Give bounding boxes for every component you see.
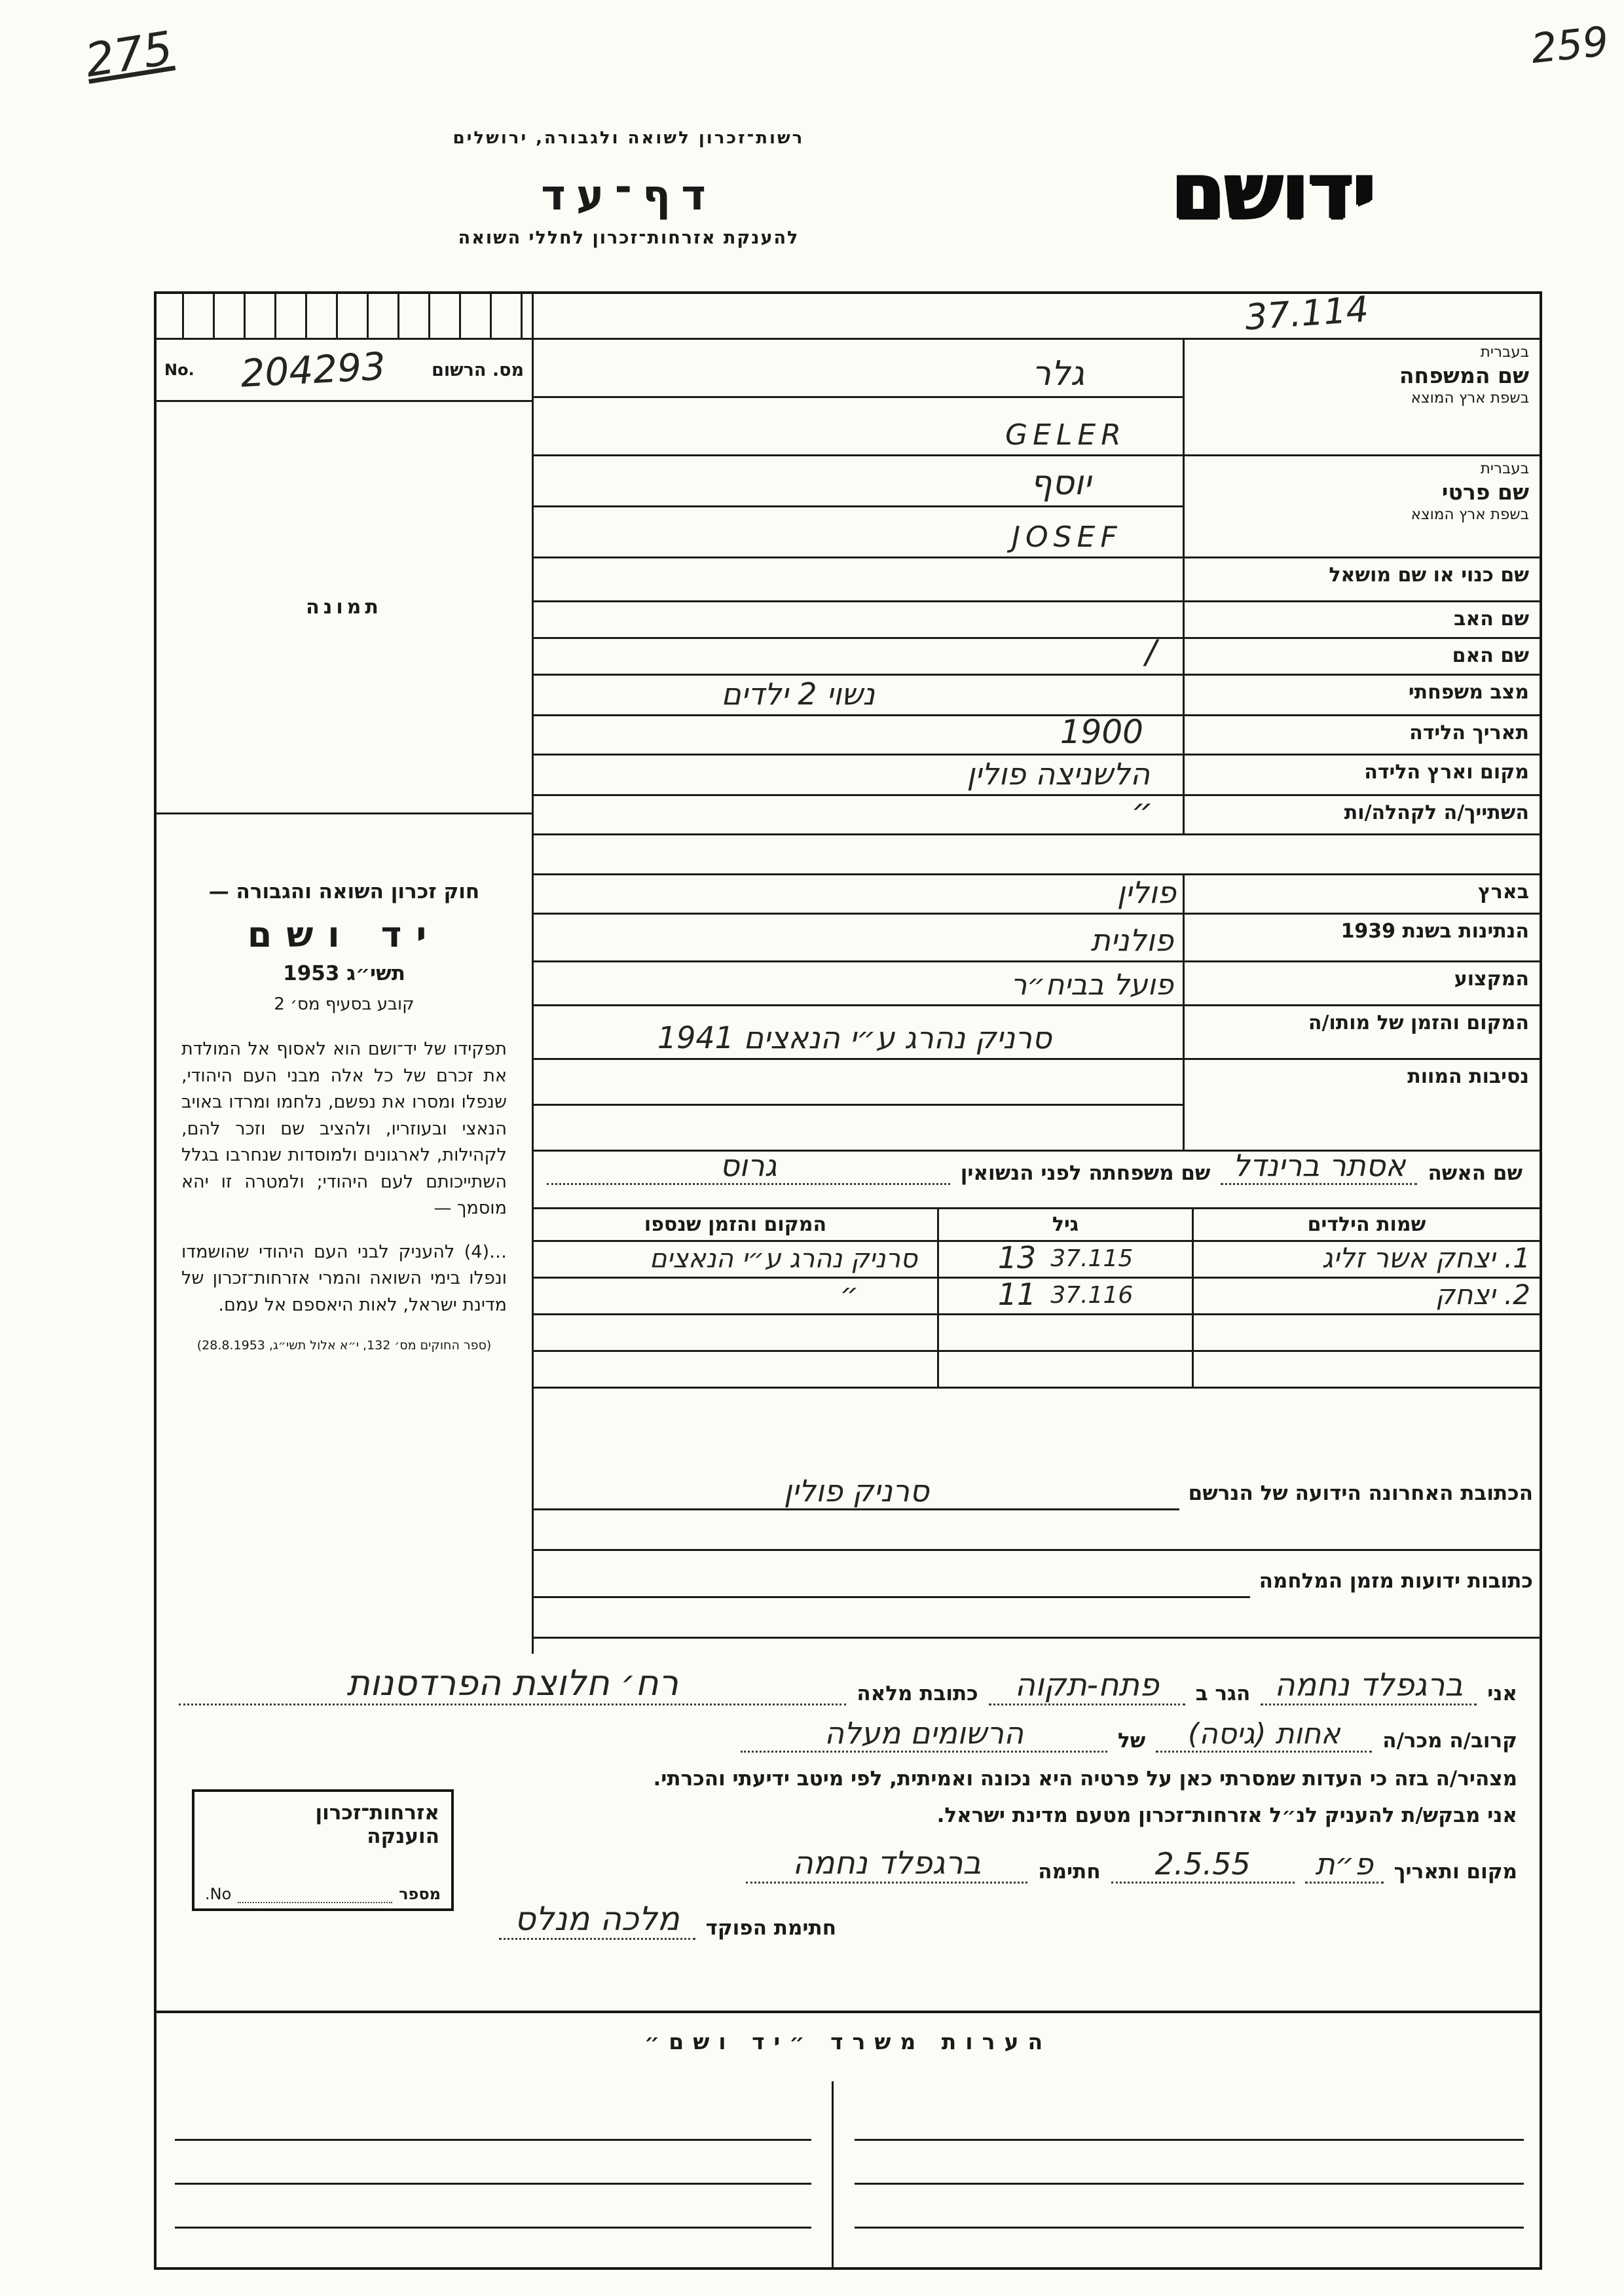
child-file-ref-handwritten: 37.116 bbox=[1050, 1282, 1134, 1309]
form-main-column bbox=[534, 288, 1540, 1639]
field-label bbox=[1183, 716, 1540, 756]
registration-number-handwritten: 204293 bbox=[239, 344, 387, 396]
label-in-hebrew: בעברית bbox=[1480, 460, 1529, 477]
field-write bbox=[534, 962, 1183, 1006]
death-place-handwritten: סרניק נהרג ע״י הנאצים 1941 bbox=[657, 1020, 1052, 1055]
declaration-line-identity bbox=[179, 1654, 1517, 1705]
handwritten-page-number-left: 275 bbox=[81, 21, 177, 88]
field-label bbox=[1183, 676, 1540, 716]
field-write-family-name bbox=[534, 340, 1183, 456]
label-first-name: שם פרטי bbox=[1441, 479, 1529, 505]
form-title: דף־עד bbox=[541, 172, 716, 220]
notes-divider bbox=[832, 2081, 834, 2267]
statement-text: אני מבקש/ת להעניק לנ״ל אזרחות־זכרון מטעם מדינת ישראל. bbox=[936, 1804, 1517, 1827]
law-footnote: (ספר החוקים מס׳ 132, י״א אלול תשי״ג, 28.8.1953) bbox=[196, 1338, 492, 1353]
tick-mark bbox=[459, 294, 461, 338]
write-line bbox=[534, 1106, 1183, 1150]
full-address-label: כתובת מלאה bbox=[857, 1682, 978, 1705]
form-left-column bbox=[157, 294, 534, 1654]
photo-box bbox=[157, 402, 532, 814]
registration-label: מס. הרשום bbox=[432, 359, 524, 380]
children-table bbox=[534, 1207, 1540, 1389]
tick-mark bbox=[274, 294, 276, 338]
field-row-father-name bbox=[534, 602, 1540, 639]
label-text: שם האם bbox=[1452, 644, 1529, 667]
mother-name-handwritten: / bbox=[1145, 633, 1156, 671]
field-write bbox=[534, 1006, 1183, 1060]
yad-vashem-logo: ידושם bbox=[1172, 145, 1376, 237]
tick-mark bbox=[336, 294, 338, 338]
file-number-handwritten: 37.114 bbox=[1244, 288, 1370, 338]
witness-signature-handwritten: ברגפלד נחמה bbox=[746, 1845, 1027, 1884]
citizenship-line-2: הוענקה bbox=[367, 1825, 439, 1848]
field-row-marital-status bbox=[534, 676, 1540, 716]
notes-ruled-line bbox=[175, 2183, 811, 2185]
citizenship-box bbox=[192, 1789, 454, 1911]
law-clause4: …(4) להעניק לבני העם היהודי שהושמדו ונפלו בימי השואה והמרי אזרחות־זכרון של מדינת ישראל, לאות היאספם אל עמם. bbox=[181, 1241, 507, 1315]
registration-row bbox=[157, 340, 532, 402]
children-header-row bbox=[534, 1209, 1540, 1242]
first-name-hebrew-handwritten: יוסף bbox=[1030, 464, 1091, 503]
community-ditto-handwritten: ״ bbox=[1131, 792, 1153, 831]
authority-title: רשות־זכרון לשואה ולגבורה, ירושלים bbox=[452, 128, 805, 148]
field-label-family-name bbox=[1183, 340, 1540, 456]
field-write bbox=[534, 756, 1183, 796]
of-label: של bbox=[1118, 1729, 1146, 1753]
clerk-signature-label: חתימת הפוקד bbox=[705, 1916, 836, 1940]
wife-maiden-handwritten: גרוס bbox=[547, 1148, 950, 1185]
form-subtitle: להענקת אזרחות־זכרון לחללי השואה bbox=[458, 228, 800, 248]
citizenship-number-row bbox=[205, 1885, 441, 1903]
write-line bbox=[534, 507, 1183, 556]
last-address-label: הכתובת האחרונה הידועה של הנרשם bbox=[1188, 1482, 1533, 1505]
wife-name-label: שם האשה bbox=[1428, 1161, 1522, 1185]
statement-text: מצהיר/ה בזה כי העדות שמסרתי כאן על פרטיה היא נכונה ואמיתית, לפי מיטב ידיעתי והכרתי. bbox=[653, 1767, 1517, 1791]
declaration-statement-1 bbox=[179, 1753, 1517, 1791]
notes-title: הערות משרד ״יד ושם״ bbox=[644, 2029, 1052, 2054]
i-label: אני bbox=[1487, 1682, 1517, 1705]
ruled-line-row bbox=[534, 1598, 1540, 1639]
field-label bbox=[1183, 1060, 1540, 1152]
law-box bbox=[157, 814, 532, 1353]
law-year: תשי״ג 1953 bbox=[283, 962, 405, 985]
field-write bbox=[534, 558, 1183, 602]
label-text: מצב משפחתי bbox=[1408, 681, 1529, 704]
label-text: שם האב bbox=[1454, 608, 1529, 630]
tick-mark bbox=[213, 294, 215, 338]
tick-mark bbox=[305, 294, 307, 338]
field-write-first-name bbox=[534, 456, 1183, 558]
citizenship-no-label: No. bbox=[205, 1885, 232, 1903]
field-row-community bbox=[534, 792, 1540, 835]
tick-mark bbox=[367, 294, 369, 338]
child-age-handwritten: 11 bbox=[997, 1277, 1037, 1312]
child-file-ref-handwritten: 37.115 bbox=[1050, 1245, 1134, 1272]
label-text: שם כנוי או שם מושאל bbox=[1329, 564, 1529, 587]
war-addresses-label: כתובות ידועות מזמן המלחמה bbox=[1259, 1569, 1533, 1593]
wife-row bbox=[534, 1148, 1540, 1188]
witness-address-handwritten: רח׳ חלוצת הפרדסנות bbox=[179, 1662, 846, 1705]
write-line bbox=[534, 340, 1183, 398]
field-label bbox=[1183, 558, 1540, 602]
tick-mark bbox=[397, 294, 399, 338]
citizenship-line-1: אזרחות־זכרון bbox=[315, 1801, 439, 1825]
war-addresses-row bbox=[534, 1551, 1540, 1598]
field-label bbox=[1183, 602, 1540, 639]
photo-box-label: תמונה bbox=[306, 596, 382, 619]
field-write bbox=[534, 713, 1183, 756]
field-label bbox=[1183, 1006, 1540, 1060]
related-to-handwritten: הרשומים מעלה bbox=[741, 1715, 1107, 1753]
field-write bbox=[534, 633, 1183, 676]
field-label bbox=[1183, 756, 1540, 796]
field-write bbox=[534, 875, 1183, 915]
tick-mark bbox=[521, 294, 523, 338]
country-handwritten: פולין bbox=[1116, 875, 1176, 910]
tick-mark bbox=[182, 294, 184, 338]
child-age-handwritten: 13 bbox=[997, 1240, 1037, 1275]
citizenship-number-label: מספר bbox=[399, 1885, 441, 1903]
field-row-profession bbox=[534, 962, 1540, 1006]
clerk-signature-handwritten: מלכה מנלס bbox=[499, 1900, 695, 1940]
label-text: המקצוע bbox=[1454, 968, 1529, 991]
field-write bbox=[534, 792, 1183, 835]
write-line bbox=[534, 1060, 1183, 1106]
notes-section bbox=[157, 2011, 1540, 2267]
field-label bbox=[1183, 915, 1540, 962]
notes-ruled-line bbox=[855, 2139, 1524, 2141]
field-row-death-circumstances bbox=[534, 1060, 1540, 1152]
field-row-death-place-time bbox=[534, 1006, 1540, 1060]
field-row-country bbox=[534, 875, 1540, 915]
family-name-hebrew-handwritten: גלר bbox=[1031, 354, 1084, 393]
field-row-mother-name bbox=[534, 633, 1540, 676]
signature-place-handwritten: פ״ת bbox=[1305, 1846, 1384, 1884]
notes-ruled-line bbox=[855, 2227, 1524, 2229]
notes-ruled-line bbox=[175, 2139, 811, 2141]
label-text: בארץ bbox=[1477, 881, 1529, 903]
law-paragraph: תפקידו של יד־ושם הוא לאסוף אל המולדת את זכרם של כל אלה מבני העם היהודי, שנפלו ומסרו את נפשם, נלחמו ומרדו באויב הנאצי ובעוזריו, ולהציב שם וזכר להם, לקהילות, לארגונים ולמוסדות שנחרבו בגלל השתייכותם לעם היהודי; ולמטרה זו יהא מוסמך — bbox=[181, 1039, 507, 1218]
law-clause-intro: קובע בסעיף מס׳ 2 bbox=[274, 994, 415, 1014]
perforation-strip bbox=[157, 294, 532, 340]
declaration-line-relation bbox=[179, 1705, 1517, 1753]
ruled-line-row bbox=[534, 835, 1540, 875]
handwritten-page-number-right: 259 bbox=[1528, 17, 1611, 73]
law-name: יד ושם bbox=[247, 914, 441, 955]
citizenship-number-line bbox=[238, 1902, 392, 1903]
field-label bbox=[1183, 962, 1540, 1006]
field-write bbox=[534, 602, 1183, 639]
label-text: תאריך הלידה bbox=[1409, 721, 1529, 744]
field-row-birth-date bbox=[534, 713, 1540, 756]
place-date-label: מקום ותאריך bbox=[1393, 1860, 1517, 1884]
field-label bbox=[1183, 639, 1540, 676]
last-address-line bbox=[534, 1473, 1179, 1510]
child-name-handwritten: 1. יצחק אשר זליג bbox=[1321, 1242, 1530, 1274]
field-label bbox=[1183, 875, 1540, 915]
witness-city-handwritten: פתח-תקוה bbox=[989, 1667, 1185, 1705]
children-header-names: שמות הילדים bbox=[1192, 1209, 1540, 1240]
first-name-latin-handwritten: JOSEF bbox=[1012, 520, 1122, 554]
birth-date-handwritten: 1900 bbox=[1060, 713, 1143, 751]
law-heading: חוק זכרון השואה והגבורה — bbox=[208, 880, 480, 903]
child-place-handwritten: ״ bbox=[840, 1277, 858, 1311]
label-family-name: שם המשפחה bbox=[1399, 362, 1529, 388]
profession-handwritten: פועל בביח״ר bbox=[1010, 968, 1173, 1002]
label-text: נסיבות המוות bbox=[1407, 1065, 1529, 1088]
child-row bbox=[534, 1352, 1540, 1389]
label-origin-language: בשפת ארץ המוצא bbox=[1411, 390, 1529, 407]
signature-date-handwritten: 2.5.55 bbox=[1111, 1846, 1295, 1884]
label-origin-language: בשפת ארץ המוצא bbox=[1411, 506, 1529, 523]
field-row-nickname bbox=[534, 558, 1540, 602]
field-write bbox=[534, 915, 1183, 962]
field-write bbox=[534, 1060, 1183, 1152]
witness-name-handwritten: ברגפלד נחמה bbox=[1261, 1667, 1477, 1705]
wife-name-handwritten: אסתר ברינדל bbox=[1221, 1148, 1417, 1185]
signature-label: חתימה bbox=[1038, 1860, 1101, 1884]
top-strip bbox=[534, 288, 1540, 340]
child-row bbox=[534, 1315, 1540, 1352]
tick-mark bbox=[428, 294, 430, 338]
ruled-line-row bbox=[534, 1510, 1540, 1551]
child-name-handwritten: 2. יצחק bbox=[1435, 1279, 1530, 1311]
children-header-place: המקום והזמן שנספו bbox=[644, 1213, 827, 1236]
field-label-first-name bbox=[1183, 456, 1540, 558]
last-address-row bbox=[534, 1458, 1540, 1510]
relation-handwritten: אחות (גיסה) bbox=[1156, 1717, 1372, 1753]
notes-ruled-line bbox=[175, 2227, 811, 2229]
relation-label: קרוב/ה מכר/ה bbox=[1382, 1729, 1517, 1753]
field-label bbox=[1183, 796, 1540, 835]
last-address-handwritten: סרניק פולין bbox=[783, 1473, 929, 1508]
notes-ruled-line bbox=[855, 2183, 1524, 2185]
child-row bbox=[534, 1279, 1540, 1315]
war-addresses-line bbox=[534, 1596, 1250, 1598]
registration-no-label: No. bbox=[164, 361, 194, 379]
nationality-handwritten: פולנית bbox=[1090, 922, 1173, 958]
label-text: הנתינות בשנת 1939 bbox=[1340, 920, 1529, 943]
marital-status-handwritten: נשוי 2 ילדים bbox=[721, 676, 875, 712]
field-row-family-name bbox=[534, 340, 1540, 456]
field-row-birth-place bbox=[534, 756, 1540, 796]
form bbox=[154, 288, 1542, 2270]
child-place-handwritten: סרניק נהרג ע״י הנאצים bbox=[649, 1244, 917, 1274]
label-in-hebrew: בעברית bbox=[1480, 344, 1529, 361]
tick-mark bbox=[244, 294, 246, 338]
resides-label: הגר ב bbox=[1195, 1682, 1251, 1705]
write-line bbox=[534, 456, 1183, 507]
field-row-nationality-1939 bbox=[534, 915, 1540, 962]
label-text: מקום וארץ הלידה bbox=[1364, 761, 1529, 784]
label-text: המקום והזמן של מותו/ה bbox=[1308, 1011, 1529, 1034]
tick-mark bbox=[490, 294, 492, 338]
field-write bbox=[534, 676, 1183, 716]
family-name-latin-handwritten: GELER bbox=[1005, 418, 1126, 452]
label-text: השתייך/ה לקהלה/ות bbox=[1344, 801, 1529, 824]
wife-maiden-label: שם משפחתה לפני הנשואין bbox=[960, 1161, 1211, 1185]
birth-place-handwritten: הלשניצה פולין bbox=[967, 756, 1150, 792]
field-row-first-name bbox=[534, 456, 1540, 558]
write-line bbox=[534, 398, 1183, 454]
children-header-age: גיל bbox=[937, 1209, 1192, 1240]
child-row bbox=[534, 1242, 1540, 1279]
